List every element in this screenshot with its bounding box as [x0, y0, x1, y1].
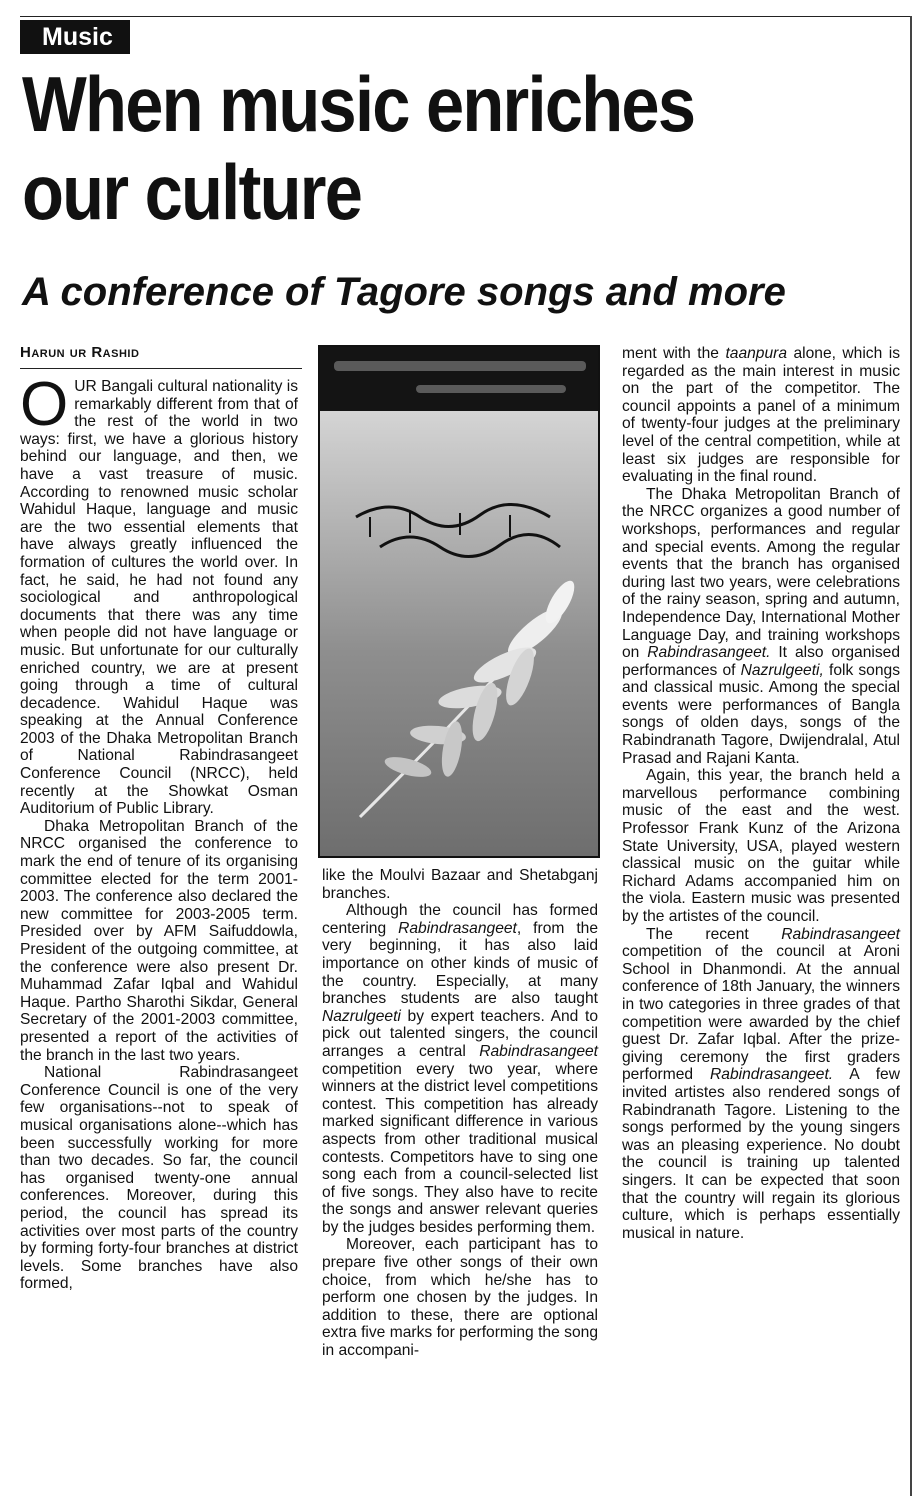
text-run-italic: Nazrulgeeti	[322, 1007, 401, 1025]
text-run: ment with the	[622, 345, 726, 362]
text-run: Although the council has formed centering	[322, 902, 598, 937]
paragraph	[622, 486, 900, 768]
byline-rule	[20, 368, 302, 369]
paragraph: like the Moulvi Bazaar and Shetabganj branches.	[322, 867, 598, 902]
paragraph	[622, 926, 900, 1243]
paragraph: National Rabindrasangeet Conference Council is one of the very few organisations--not to speak of musical organisations alone--which has been successfully working for more than two decades. So far, the council has organised twenty-one annual conferences. Moreover, during this period, the council has spread its activities over most parts of the country by forming forty-four branches at district levels. Some branches have also formed,	[20, 1064, 298, 1293]
article-column-3	[622, 345, 900, 1242]
text-run: folk songs and classical music. Among the special events were performances of Bangla songs of olden days, songs of the Rabindranath Tagore, Dwijendralal, Atul Prasad and Rajani Kanta.	[622, 661, 900, 767]
leaf-branch-icon	[320, 347, 598, 856]
subheadline: A conference of Tagore songs and more	[22, 270, 786, 314]
text-run: alone, which is regarded as the main interest in music on the part of the competitor. The council appoints a panel of a minimum of twenty-four judges at the preliminary level of the central competition, while at least six judges are responsible for evaluating in the final round.	[622, 345, 900, 486]
section-tag: Music	[20, 20, 130, 54]
paragraph: Moreover, each participant has to prepare five other songs of their own choice, from which he/she has to perform one chosen by the judges. In addition to these, there are optional extra five marks for performing the song in accompani-	[322, 1236, 598, 1360]
headline: When music enriches our culture	[22, 60, 695, 236]
text-run: The recent	[646, 925, 782, 943]
text-run-italic: Rabindrasangeet	[398, 919, 517, 937]
paragraph: Dhaka Metropolitan Branch of the NRCC organised the conference to mark the end of tenure of its organising committee elected for the term 2001-2003. The conference also declared the new committee for 2003-2005 term. Presided over by AFM Saifuddowla, President of the outgoing committee, at the conference were also present Dr. Muhammad Zafar Iqbal and Wahidul Haque. Partho Sharothi Sikdar, General Secretary of the 2001-2003 committee, presented a report of the activities of the branch in the last two years.	[20, 817, 298, 1064]
text-run: , from the very beginning, it has also laid importance on other kinds of music of the country. Especially, at many branches students are also taught	[322, 919, 598, 1008]
text-run: competition of the council at Aroni School in Dhanmondi. At the annual conference of 18th January, the winners in two categories in three grades of that competition were awarded by the chief guest Dr. Zafar Iqbal. After the prize-giving ceremony the first graders performed	[622, 943, 900, 1084]
article-column-2	[322, 867, 598, 1360]
paragraph-text: UR Bangali cultural nationality is remarkably different from that of the rest of the world in two ways: first, we have a glorious history behind our language, and then, we have a vast treasure of music. According to renowned music scholar Wahidul Haque, language and music are the two essential elements that have always greatly influenced the formation of cultures the world over. In fact, he said, he had not found any sociological and anthropological documents that there was any time when people did not have language or music. But unfortunate for our culturally enriched country, we are at present going through a time of cultural decadence. Wahidul Haque was speaking at the Annual Conference 2003 of the Dhaka Metropolitan Branch of National Rabindrasangeet Conference Council (NRCC), held recently at the Showkat Osman Auditorium of Public Library.	[20, 378, 298, 818]
text-run-italic: Rabindrasangeet	[781, 925, 900, 943]
drop-cap: O	[20, 370, 69, 439]
byline: Harun ur Rashid	[20, 344, 140, 361]
text-run: competition every two year, where winners at the district level competitions contest. This competition has already marked significant difference in various aspects from other traditional musical contests. Competitors have to sing one song each from a council-selected list of five songs. They also have to recite the songs and answer relevant queries by the judges besides performing them.	[322, 1060, 598, 1236]
paragraph	[20, 370, 298, 818]
text-run: A few invited artistes also rendered songs of Rabindranath Tagore. Listening to the songs performed by the young singers was an pleasing experience. No doubt the council is training up talented singers. It can be expected that soon that the country will regain its glorious culture, which is perhaps essentially musical in nature.	[622, 1066, 900, 1242]
poster-script-text	[350, 487, 570, 572]
paragraph	[622, 345, 900, 486]
article-column-1	[20, 370, 298, 1293]
text-run: by expert teachers. And to pick out talented singers, the council arranges a central	[322, 1007, 598, 1060]
text-run-italic: Rabindrasangeet.	[647, 644, 771, 662]
text-run-italic: taanpura	[725, 345, 788, 362]
paragraph: Again, this year, the branch held a marvellous performance combining music of the east and the west. Professor Frank Kunz of the Arizona State University, USA, played western classical music on the guitar while Richard Adams accompanied him on the viola. Eastern music was presented by the artistes of the council.	[622, 767, 900, 925]
text-run: It also organised performances of	[622, 644, 900, 679]
paragraph	[322, 902, 598, 1236]
text-run: The Dhaka Metropolitan Branch of the NRCC organizes a good number of workshops, performances and regular and special events. Among the regular events that the branch has organised during last two years, were celebrations of the rainy season, spring and autumn, Independence Day, International Mother Language Day, and training workshops on	[622, 485, 900, 662]
right-rule	[910, 16, 912, 1496]
top-rule	[20, 16, 910, 17]
text-run-italic: Rabindrasangeet	[479, 1042, 598, 1060]
text-run-italic: Rabindrasangeet.	[710, 1066, 834, 1084]
poster-image	[318, 345, 600, 858]
text-run-italic: Nazrulgeeti,	[740, 661, 824, 679]
